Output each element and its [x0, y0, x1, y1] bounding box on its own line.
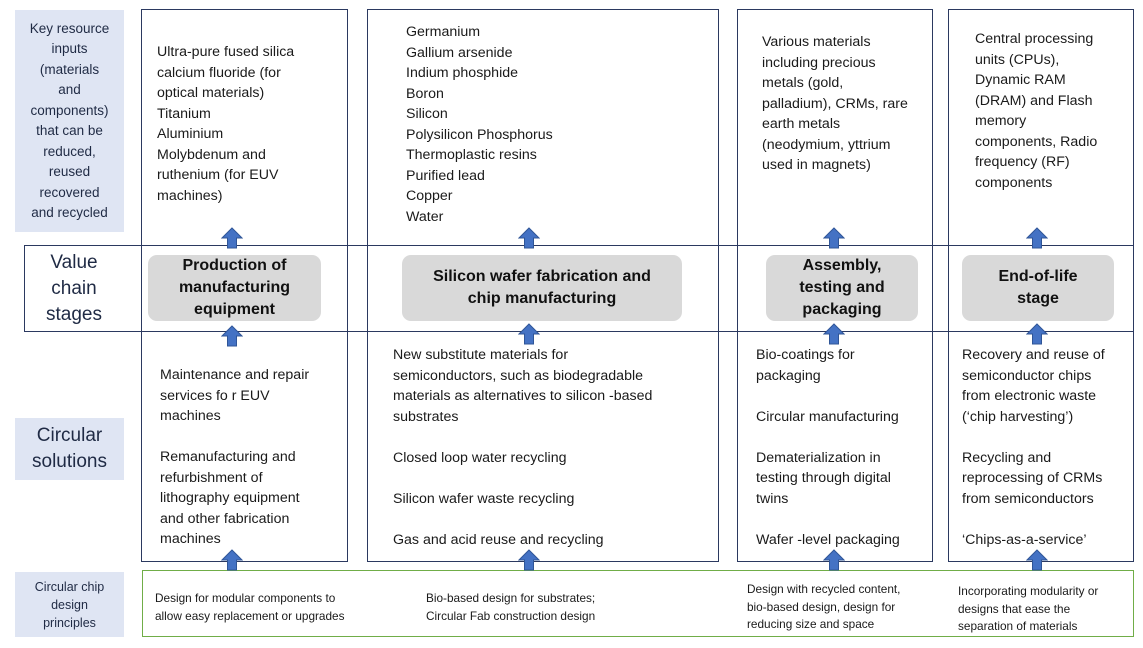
label-value-chain-stages: Value chain stages — [46, 252, 102, 325]
input-item: Copper — [406, 188, 453, 204]
solution-item: Recovery and reuse of semiconductor chips from electronic waste (‘chip harvesting’) — [962, 347, 1105, 425]
inputs-production-equipment — [157, 42, 342, 206]
stage-wafer-fabrication: Silicon wafer fabrication and chip manufacturing — [402, 255, 682, 321]
solution-item: Wafer -level packaging — [756, 531, 900, 548]
inputs-wafer-fabrication — [406, 22, 706, 227]
solutions-wafer-fabrication — [393, 345, 718, 550]
solution-item: Circular manufacturing — [756, 408, 899, 425]
input-item: Polysilicon Phosphorus — [406, 126, 553, 143]
input-item: Molybdenum and ruthenium (for EUV machines) — [157, 146, 279, 204]
inputs-end-of-life — [975, 29, 1130, 193]
input-item: Germanium — [406, 24, 481, 40]
up-arrow-icon — [823, 549, 845, 571]
solution-item: Recycling and reprocessing of CRMs from semiconductors — [962, 449, 1103, 507]
solution-item: ‘Chips-as-a-service’ — [962, 531, 1087, 548]
input-item: Various materials including precious metals (gold, palladium), CRMs, rare earth metals (neodymium, yttrium used in magnets) — [762, 34, 908, 173]
input-item: Ultra-pure fused silica calcium fluoride (for optical materials) — [157, 44, 295, 101]
design-production-equipment: Design for modular components to allow easy replacement or upgrades — [155, 591, 345, 623]
design-assembly-testing: Design with recycled content, bio-based design, design for reducing size and space — [747, 582, 901, 631]
inputs-assembly-testing — [762, 32, 930, 176]
solution-item: Remanufacturing and refurbishment of lithography equipment and other fabrication machines — [160, 449, 300, 547]
up-arrow-icon — [518, 227, 540, 249]
solutions-assembly-testing — [756, 345, 931, 550]
input-item: Water — [406, 208, 444, 225]
up-arrow-icon — [518, 323, 540, 345]
up-arrow-icon — [221, 325, 243, 347]
solution-item: Silicon wafer waste recycling — [393, 490, 575, 507]
input-item: Gallium arsenide — [406, 44, 513, 61]
input-item: Boron — [406, 85, 444, 102]
solution-item: Gas and acid reuse and recycling — [393, 531, 604, 548]
solution-item: Dematerialization in testing through digital twins — [756, 449, 891, 507]
stage-production-equipment: Production of manufacturing equipment — [148, 255, 321, 321]
design-end-of-life: Incorporating modularity or designs that ease the separation of materials — [958, 584, 1099, 633]
solution-item: Closed loop water recycling — [393, 449, 567, 466]
solutions-production-equipment — [160, 365, 345, 550]
input-item: Titanium — [157, 105, 211, 122]
input-item: Silicon — [406, 106, 448, 122]
solution-item: Bio-coatings for packaging — [756, 347, 855, 384]
solutions-end-of-life — [962, 345, 1132, 550]
input-item: Thermoplastic resins — [406, 147, 537, 163]
up-arrow-icon — [823, 227, 845, 249]
up-arrow-icon — [1026, 227, 1048, 249]
solution-item: New substitute materials for semiconductors, such as biodegradable materials as alternatives to silicon -based substrates — [393, 347, 653, 425]
design-wafer-fabrication: Bio-based design for substrates; Circular Fab construction design — [426, 591, 596, 623]
label-key-resource-inputs: Key resource inputs (materials and components) that can be reduced, reused recovered and recycled — [15, 10, 124, 232]
up-arrow-icon — [1026, 323, 1048, 345]
label-circular-solutions: Circular solutions — [15, 418, 124, 480]
input-item: Aluminium — [157, 126, 224, 142]
up-arrow-icon — [221, 549, 243, 571]
up-arrow-icon — [1026, 549, 1048, 571]
input-item: Purified lead — [406, 167, 485, 184]
solution-item: Maintenance and repair services fo r EUV machines — [160, 367, 310, 424]
input-item: Central processing units (CPUs), Dynamic RAM (DRAM) and Flash memory components, Radio frequency (RF) components — [975, 31, 1098, 191]
up-arrow-icon — [221, 227, 243, 249]
up-arrow-icon — [823, 323, 845, 345]
stage-end-of-life: End-of-life stage — [962, 255, 1114, 321]
input-item: Indium phosphide — [406, 65, 519, 81]
stage-assembly-testing: Assembly, testing and packaging — [766, 255, 918, 321]
up-arrow-icon — [518, 549, 540, 571]
label-circular-chip-design-principles: Circular chip design principles — [15, 572, 124, 637]
